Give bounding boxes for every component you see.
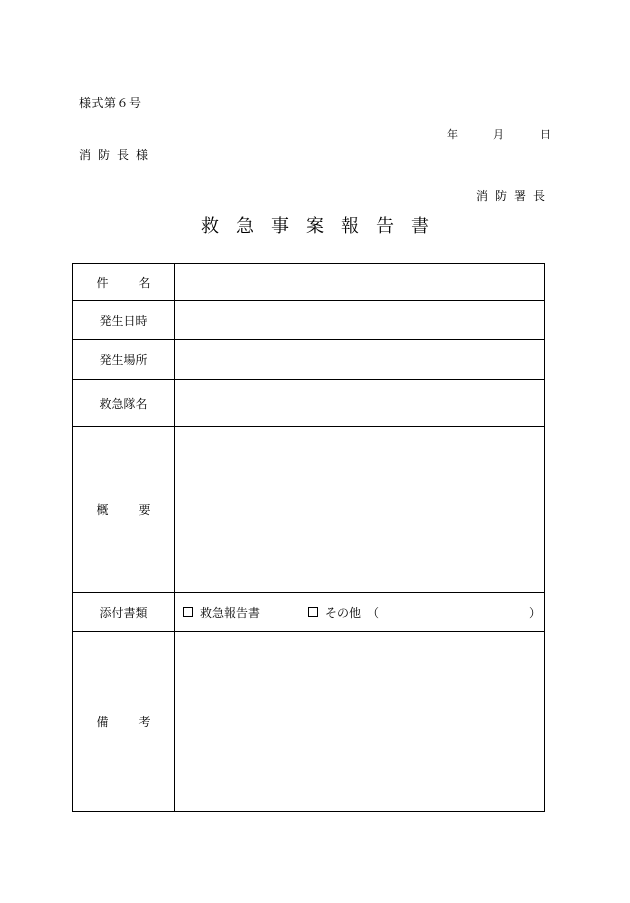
option-emergency-report[interactable] (183, 604, 260, 621)
row-remarks (73, 632, 544, 811)
attachments-options (175, 593, 544, 631)
other-paren-close: ） (529, 605, 542, 620)
summary-label-char-1: 概 (96, 503, 109, 517)
row-unit-name (73, 380, 544, 427)
checkbox-other[interactable] (308, 607, 318, 617)
remarks-label (73, 632, 175, 811)
attachments-label: 添付書類 (73, 593, 175, 631)
option-emergency-report-label: 救急報告書 (200, 605, 261, 620)
date-day-label: 日 (540, 128, 551, 141)
location-label: 発生場所 (73, 340, 175, 379)
occurred-at-label: 発生日時 (73, 301, 175, 339)
form-number: 様式第６号 (79, 96, 142, 110)
row-occurred-at (73, 301, 544, 340)
report-form-table (72, 263, 545, 812)
checkbox-emergency-report[interactable] (183, 607, 193, 617)
summary-field[interactable] (175, 427, 544, 592)
summary-label-char-2: 要 (138, 503, 151, 517)
location-field[interactable] (175, 340, 544, 379)
row-case-name (73, 264, 544, 301)
date-month-label: 月 (493, 128, 504, 141)
sender: 消防署長 (475, 189, 552, 203)
unit-name-label: 救急隊名 (73, 380, 175, 426)
date-year-label: 年 (447, 128, 458, 141)
remarks-label-char-1: 備 (96, 715, 109, 729)
occurred-at-field[interactable] (175, 301, 544, 339)
document-title: 救急事案報告書 (201, 216, 446, 237)
remarks-label-char-2: 考 (138, 715, 151, 729)
remarks-field[interactable] (175, 632, 544, 811)
other-paren-open: （ (367, 605, 380, 620)
unit-name-field[interactable] (175, 380, 544, 426)
summary-label (73, 427, 175, 592)
row-summary (73, 427, 544, 593)
option-other[interactable] (308, 604, 541, 621)
case-name-label-char-2: 名 (138, 275, 151, 290)
row-location (73, 340, 544, 380)
option-other-label: その他 (325, 605, 362, 620)
row-attachments (73, 593, 544, 632)
case-name-label-char-1: 件 (96, 275, 109, 290)
case-name-label (73, 264, 175, 300)
addressee: 消防長様 (79, 148, 156, 162)
case-name-field[interactable] (175, 264, 544, 300)
